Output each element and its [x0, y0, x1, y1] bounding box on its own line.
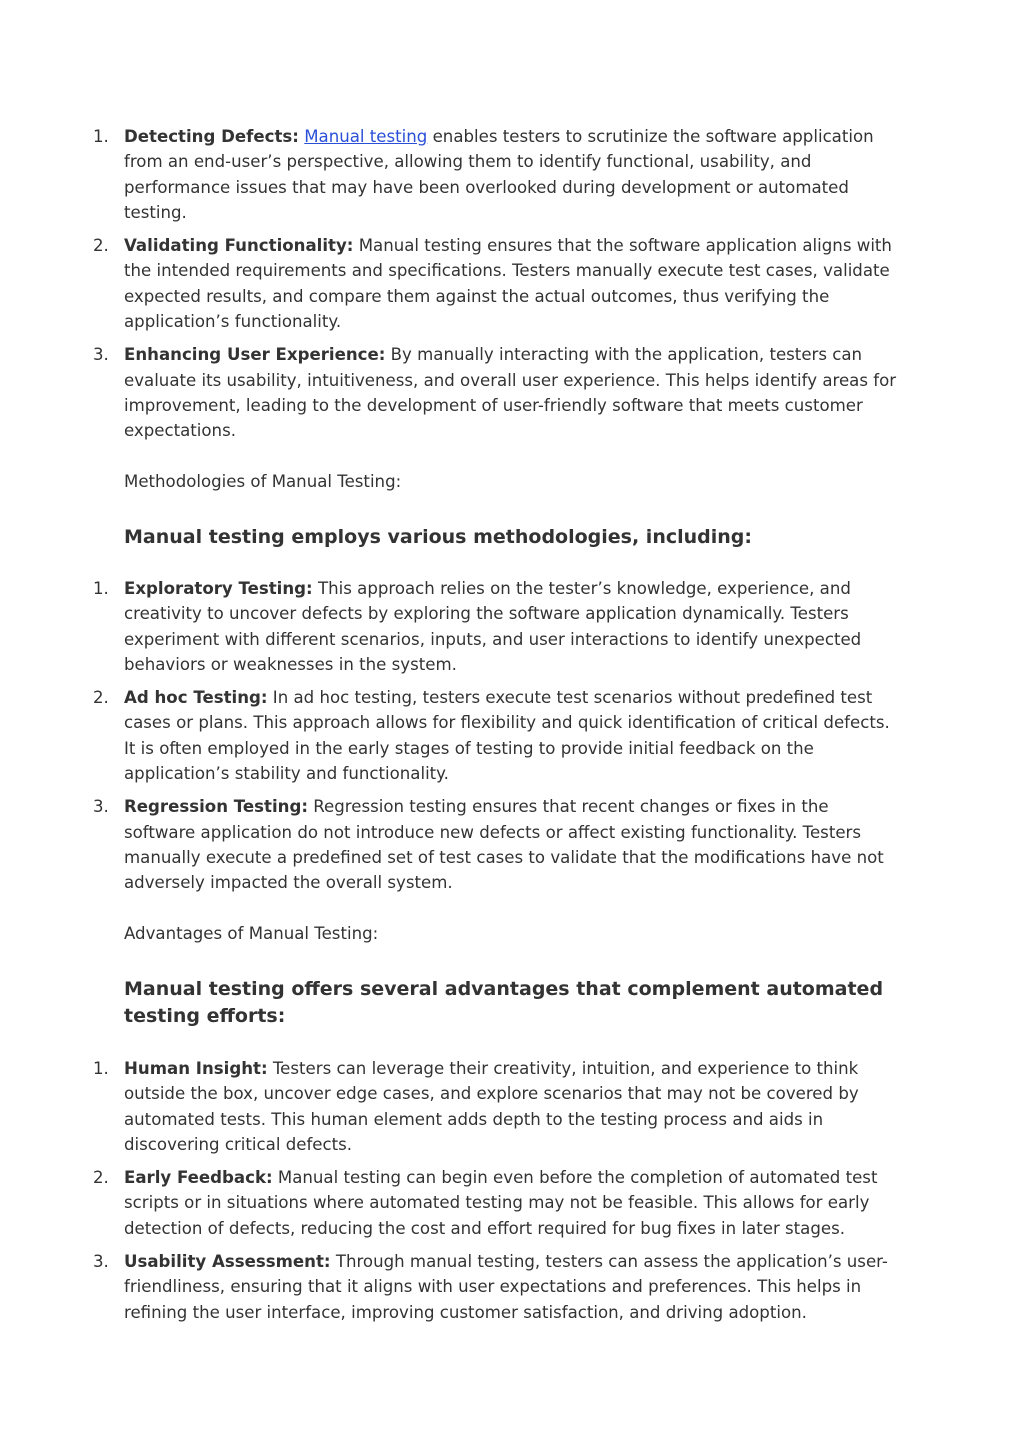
list-item [0, 124, 1023, 225]
list-item [0, 1056, 1023, 1157]
section-heading-methodologies: Manual testing employs various methodologies, including: [124, 526, 752, 548]
list-item-term: Validating Functionality: [124, 236, 354, 256]
list-item-number: 2. [93, 688, 109, 708]
list-item-number: 3. [93, 345, 109, 365]
list-item-number: 3. [93, 1252, 109, 1272]
list-item [0, 1249, 1023, 1325]
list-item-term: Regression Testing: [124, 797, 308, 817]
list-item-text: Testers can leverage their creativity, intuition, and experience to think outside the box, uncover edge cases, and explore scenarios that may not be covered by automated tests. This human element adds depth to the testing process and aids in discovering critical defects. [124, 1059, 859, 1154]
list-item-text: This approach relies on the tester’s knowledge, experience, and creativity to uncover defects by exploring the software application dynamically. Testers experiment with different scenarios, inputs, and user interactions to identify unexpected behaviors or weaknesses in the system. [124, 579, 862, 674]
list-item [0, 576, 1023, 677]
list-item-text: Regression testing ensures that recent changes or fixes in the software application do not introduce new defects or affect existing functionality. Testers manually execute a predefined set of test cases to validate that the modifications have not adversely impacted the overall system. [124, 797, 884, 893]
list-item-term: Exploratory Testing: [124, 579, 313, 598]
list-item-text: By manually interacting with the application, testers can evaluate its usability, intuitiveness, and overall user experience. This helps identify areas for improvement, leading to the development of user-friendly software that meets customer expectations. [124, 345, 897, 441]
list-item-number: 3. [93, 797, 109, 817]
list-item [0, 233, 1023, 334]
section-label-advantages: Advantages of Manual Testing: [124, 924, 379, 943]
list-item-text: In ad hoc testing, testers execute test scenarios without predefined test cases or plans. This approach allows for flexibility and quick identification of critical defects. It is often employed in the early stages of testing to provide initial feedback on the application’s stability and functionality. [124, 688, 890, 784]
importance-list [0, 124, 1023, 452]
section-heading-advantages: Manual testing offers several advantages that complement automated testing efforts: [124, 978, 884, 1027]
list-item-text: Through manual testing, testers can assess the application’s user-friendliness, ensuring that it aligns with user expectations and preferences. This helps in refining the user interface, improving customer satisfaction, and driving adoption. [124, 1252, 888, 1322]
list-item-term: Detecting Defects: [124, 127, 299, 146]
list-item [0, 685, 1023, 786]
list-item [0, 1165, 1023, 1241]
list-item [0, 342, 1023, 443]
list-item-term: Early Feedback: [124, 1168, 273, 1188]
advantages-list [0, 1056, 1023, 1333]
list-item-text: enables testers to scrutinize the software application from an end-user’s perspective, allowing them to identify functional, usability, and performance issues that may have been overlooked during development or automated testing. [124, 127, 874, 222]
list-item-term: Human Insight: [124, 1059, 268, 1078]
list-item-number: 2. [93, 236, 109, 256]
list-item-text: Manual testing can begin even before the completion of automated test scripts or in situations where automated testing may not be feasible. This allows for early detection of defects, reducing the cost and effort required for bug fixes in later stages. [124, 1168, 878, 1238]
list-item-number: 1. [93, 579, 109, 598]
list-item-number: 1. [93, 1059, 109, 1078]
list-item-text: Manual testing ensures that the software application aligns with the intended requirements and specifications. Testers manually execute test cases, validate expected results, and compare them against the actual outcomes, thus verifying the application’s functionality. [124, 236, 892, 332]
list-item-term: Enhancing User Experience: [124, 345, 386, 365]
methodologies-list [0, 576, 1023, 904]
list-item-number: 2. [93, 1168, 109, 1188]
list-item [0, 794, 1023, 895]
section-label-methodologies: Methodologies of Manual Testing: [124, 472, 402, 491]
list-item-term: Usability Assessment: [124, 1252, 331, 1272]
manual-testing-link[interactable]: Manual testing [304, 127, 428, 146]
list-item-term: Ad hoc Testing: [124, 688, 268, 708]
list-item-number: 1. [93, 127, 109, 146]
